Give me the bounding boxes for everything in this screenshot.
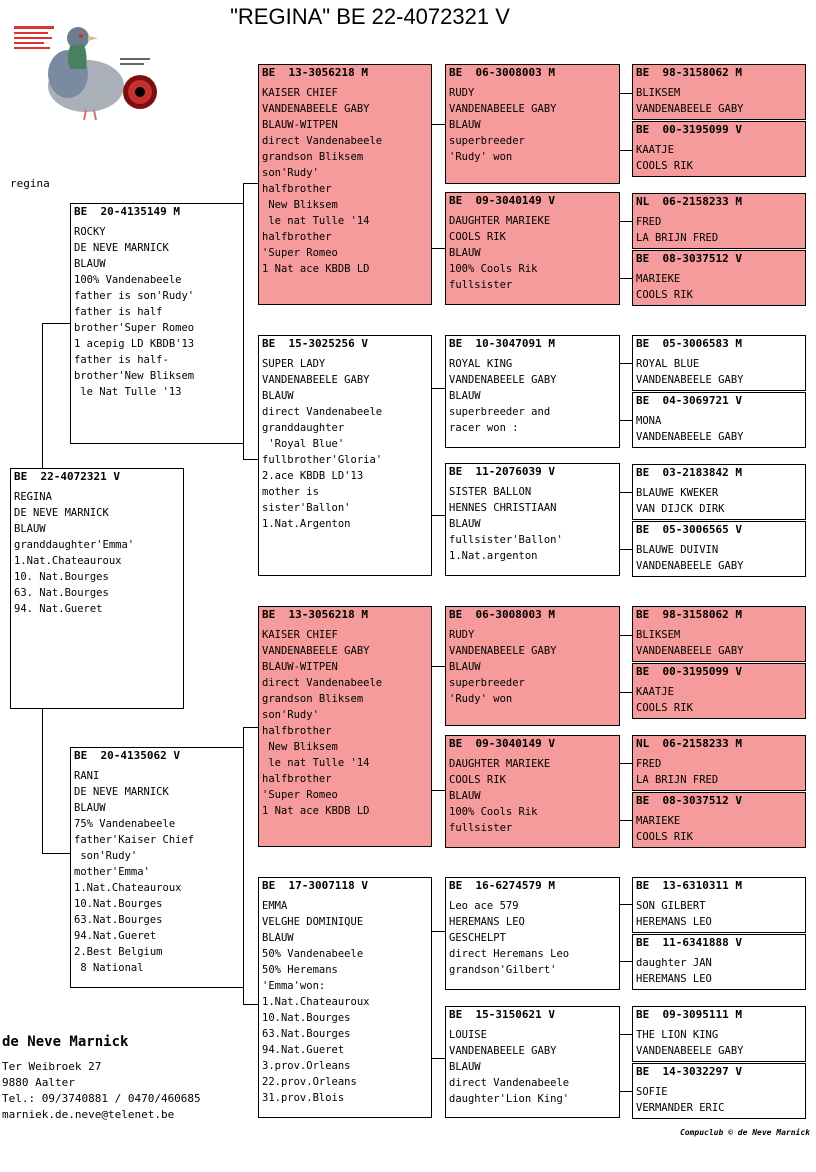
pedigree-line: KAISER CHIEF	[262, 87, 338, 99]
pedigree-line: DE NEVE MARNICK	[74, 786, 169, 798]
pedigree-box-ggg16	[632, 1063, 806, 1119]
connector	[431, 248, 445, 249]
pedigree-line: FRED	[636, 216, 662, 228]
connector	[243, 727, 258, 728]
pedigree-line: 10. Nat.Bourges	[14, 571, 109, 583]
ring-number: BE 20-4135149 M	[74, 205, 180, 218]
pedigree-line: 2.ace KBDB LD'13	[262, 470, 364, 482]
pedigree-line: 50% Vandenabeele	[262, 948, 364, 960]
pedigree-line: VAN DIJCK DIRK	[636, 503, 725, 515]
connector	[619, 492, 632, 493]
connector	[619, 692, 632, 693]
pedigree-line: grandson Bliksem	[262, 151, 364, 163]
pedigree-line: superbreeder and	[449, 406, 551, 418]
pedigree-line: THE LION KING	[636, 1029, 719, 1041]
pedigree-line: VANDENABEELE GABY	[636, 1045, 744, 1057]
pedigree-box-ggg12	[632, 792, 806, 848]
ring-number: BE 10-3047091 M	[449, 337, 555, 350]
pedigree-box-gg4	[445, 463, 620, 576]
pedigree-line: 1.Nat.argenton	[449, 550, 538, 562]
pedigree-line: VANDENABEELE GABY	[636, 374, 744, 386]
pedigree-line: fullbrother'Gloria'	[262, 454, 383, 466]
ring-number: NL 06-2158233 M	[636, 195, 742, 208]
pedigree-line: le nat Tulle '14	[262, 215, 370, 227]
pedigree-line: BLAUW	[449, 247, 481, 259]
pedigree-line: BLAUW	[262, 932, 294, 944]
pedigree-box-ggg15	[632, 1006, 806, 1062]
pedigree-box-ggg13	[632, 877, 806, 933]
pedigree-box-g2	[258, 335, 432, 576]
pedigree-line: 1 acepig LD KBDB'13	[74, 338, 195, 350]
pedigree-line: DAUGHTER MARIEKE	[449, 215, 551, 227]
pedigree-line: 'Royal Blue'	[262, 438, 345, 450]
pedigree-line: BLAUWE DUIVIN	[636, 544, 719, 556]
pedigree-line: father is half-	[74, 354, 169, 366]
ring-number: BE 06-3008003 M	[449, 66, 555, 79]
connector	[431, 388, 445, 389]
pedigree-line: sister'Ballon'	[262, 502, 351, 514]
pedigree-box-ggg14	[632, 934, 806, 990]
pedigree-line: EMMA	[262, 900, 288, 912]
pedigree-line: le Nat Tulle '13	[74, 386, 182, 398]
pedigree-line: 22.prov.Orleans	[262, 1076, 357, 1088]
pedigree-line: COOLS RIK	[636, 702, 693, 714]
ring-number: BE 08-3037512 V	[636, 252, 742, 265]
pedigree-line: COOLS RIK	[636, 831, 693, 843]
pedigree-line: 63.Nat.Bourges	[74, 914, 163, 926]
pedigree-line: BLAUW-WITPEN	[262, 119, 338, 131]
pedigree-line: BLAUW	[449, 1061, 481, 1073]
pedigree-box-ggg5	[632, 335, 806, 391]
connector	[619, 820, 632, 821]
pedigree-line: BLAUW	[74, 258, 106, 270]
pedigree-line: KAATJE	[636, 144, 674, 156]
pedigree-box-root	[10, 468, 184, 709]
pedigree-line: direct Vandenabeele	[262, 135, 383, 147]
ring-number: BE 08-3037512 V	[636, 794, 742, 807]
pedigree-line: VANDENABEELE GABY	[449, 1045, 557, 1057]
connector	[619, 221, 632, 222]
ring-number: BE 11-2076039 V	[449, 465, 555, 478]
page-title: "REGINA" BE 22-4072321 V	[230, 4, 510, 29]
pedigree-box-ggg1	[632, 64, 806, 120]
owner-email: marniek.de.neve@telenet.be	[2, 1108, 175, 1121]
ring-number: BE 03-2183842 M	[636, 466, 742, 479]
pedigree-line: mother is	[262, 486, 319, 498]
pedigree-line: 1 Nat ace KBDB LD	[262, 263, 370, 275]
pedigree-line: BLAUW	[449, 119, 481, 131]
pedigree-line: HEREMANS LEO	[636, 916, 712, 928]
connector	[619, 150, 632, 151]
ring-number: BE 00-3195099 V	[636, 123, 742, 136]
connector	[619, 93, 632, 94]
pedigree-box-g4	[258, 877, 432, 1118]
pedigree-line: BLAUW	[74, 802, 106, 814]
pigeon-name-label: regina	[10, 177, 50, 190]
ring-number: BE 09-3095111 M	[636, 1008, 742, 1021]
connector	[619, 1091, 632, 1092]
pedigree-line: MARIEKE	[636, 815, 681, 827]
pedigree-line: mother'Emma'	[74, 866, 150, 878]
pedigree-line: COOLS RIK	[636, 160, 693, 172]
ring-number: BE 98-3158062 M	[636, 608, 742, 621]
pedigree-line: 31.prov.Blois	[262, 1092, 345, 1104]
pedigree-box-gg3	[445, 335, 620, 448]
pedigree-line: LA BRIJN FRED	[636, 774, 719, 786]
connector	[619, 278, 632, 279]
pedigree-line: 1.Nat.Chateauroux	[262, 996, 370, 1008]
pedigree-line: direct Vandenabeele	[449, 1077, 570, 1089]
pedigree-line: racer won :	[449, 422, 519, 434]
pedigree-box-ggg3	[632, 193, 806, 249]
pedigree-line: 94.Nat.Gueret	[74, 930, 157, 942]
ring-number: BE 11-6341888 V	[636, 936, 742, 949]
pedigree-line: 8 National	[74, 962, 144, 974]
pedigree-line: BLAUW	[449, 661, 481, 673]
pedigree-line: 'Super Romeo	[262, 247, 338, 259]
ring-number: BE 06-3008003 M	[449, 608, 555, 621]
pedigree-line: le nat Tulle '14	[262, 757, 370, 769]
pedigree-line: KAATJE	[636, 686, 674, 698]
pedigree-line: HENNES CHRISTIAAN	[449, 502, 557, 514]
pedigree-line: HEREMANS LEO	[449, 916, 525, 928]
ring-number: BE 13-3056218 M	[262, 66, 368, 79]
pedigree-line: LOUISE	[449, 1029, 487, 1041]
pedigree-line: direct Vandenabeele	[262, 406, 383, 418]
pedigree-line: VANDENABEELE GABY	[262, 645, 370, 657]
pedigree-line: New Bliksem	[262, 741, 338, 753]
pedigree-line: son'Rudy'	[262, 167, 319, 179]
pedigree-line: halfbrother	[262, 231, 332, 243]
connector	[243, 459, 258, 460]
pedigree-line: New Bliksem	[262, 199, 338, 211]
pedigree-line: 'Super Romeo	[262, 789, 338, 801]
pedigree-line: ROCKY	[74, 226, 106, 238]
ring-number: BE 14-3032297 V	[636, 1065, 742, 1078]
pedigree-line: 75% Vandenabeele	[74, 818, 176, 830]
connector	[243, 1004, 258, 1005]
pedigree-line: DE NEVE MARNICK	[14, 507, 109, 519]
ring-number: BE 09-3040149 V	[449, 194, 555, 207]
pedigree-line: SUPER LADY	[262, 358, 326, 370]
pedigree-box-gg2	[445, 192, 620, 305]
pedigree-line: DE NEVE MARNICK	[74, 242, 169, 254]
pedigree-box-ggg7	[632, 464, 806, 520]
connector	[431, 790, 445, 791]
connector	[619, 549, 632, 550]
ring-number: BE 15-3025256 V	[262, 337, 368, 350]
pedigree-box-gg6	[445, 735, 620, 848]
pedigree-line: daughter JAN	[636, 957, 712, 969]
pigeon-logo	[8, 14, 158, 124]
pedigree-line: 2.Best Belgium	[74, 946, 163, 958]
pedigree-box-g1	[258, 64, 432, 305]
connector	[619, 363, 632, 364]
ring-number: BE 15-3150621 V	[449, 1008, 555, 1021]
ring-number: BE 13-3056218 M	[262, 608, 368, 621]
ring-number: BE 05-3006565 V	[636, 523, 742, 536]
pedigree-line: brother'New Bliksem	[74, 370, 195, 382]
pedigree-line: 10.Nat.Bourges	[74, 898, 163, 910]
pedigree-line: VANDENABEELE GABY	[262, 374, 370, 386]
connector	[431, 931, 445, 932]
pedigree-box-sire	[70, 203, 244, 444]
connector	[619, 1034, 632, 1035]
connector	[619, 763, 632, 764]
pedigree-box-ggg11	[632, 735, 806, 791]
pedigree-line: brother'Super Romeo	[74, 322, 195, 334]
pedigree-box-ggg4	[632, 250, 806, 306]
connector	[619, 635, 632, 636]
pedigree-line: 'Emma'won:	[262, 980, 326, 992]
pedigree-line: 100% Vandenabeele	[74, 274, 182, 286]
pedigree-line: granddaughter	[262, 422, 345, 434]
connector	[42, 709, 43, 853]
ring-number: BE 22-4072321 V	[14, 470, 120, 483]
pedigree-line: VANDENABEELE GABY	[636, 431, 744, 443]
connector	[431, 124, 445, 125]
pedigree-line: VANDENABEELE GABY	[636, 560, 744, 572]
pedigree-line: superbreeder	[449, 677, 525, 689]
pedigree-box-gg5	[445, 606, 620, 726]
pedigree-line: grandson Bliksem	[262, 693, 364, 705]
pedigree-box-g3	[258, 606, 432, 847]
pedigree-line: SISTER BALLON	[449, 486, 532, 498]
connector	[619, 420, 632, 421]
pedigree-line: VANDENABEELE GABY	[449, 374, 557, 386]
pedigree-line: father'Kaiser Chief	[74, 834, 195, 846]
pedigree-line: 1 Nat ace KBDB LD	[262, 805, 370, 817]
ring-number: BE 17-3007118 V	[262, 879, 368, 892]
pedigree-line: halfbrother	[262, 773, 332, 785]
pedigree-line: 1.Nat.Chateauroux	[74, 882, 182, 894]
connector	[42, 323, 43, 468]
pedigree-line: MONA	[636, 415, 662, 427]
pedigree-line: GESCHELPT	[449, 932, 506, 944]
pedigree-line: RUDY	[449, 629, 475, 641]
pedigree-line: superbreeder	[449, 135, 525, 147]
pedigree-line: ROYAL BLUE	[636, 358, 700, 370]
pedigree-line: RUDY	[449, 87, 475, 99]
pedigree-line: direct Vandenabeele	[262, 677, 383, 689]
pedigree-line: LA BRIJN FRED	[636, 232, 719, 244]
pedigree-line: VELGHE DOMINIQUE	[262, 916, 364, 928]
pedigree-line: VANDENABEELE GABY	[262, 103, 370, 115]
connector	[431, 666, 445, 667]
pedigree-line: ROYAL KING	[449, 358, 513, 370]
pedigree-line: fullsister'Ballon'	[449, 534, 563, 546]
pedigree-line: BLAUW	[449, 790, 481, 802]
ring-number: BE 98-3158062 M	[636, 66, 742, 79]
pedigree-line: halfbrother	[262, 183, 332, 195]
pedigree-line: VANDENABEELE GABY	[449, 103, 557, 115]
pedigree-line: BLIKSEM	[636, 629, 681, 641]
ring-number: BE 16-6274579 M	[449, 879, 555, 892]
pedigree-line: DAUGHTER MARIEKE	[449, 758, 551, 770]
pedigree-line: BLAUW	[449, 518, 481, 530]
connector	[619, 961, 632, 962]
pedigree-line: son'Rudy'	[262, 709, 319, 721]
connector	[243, 183, 258, 184]
pedigree-line: halfbrother	[262, 725, 332, 737]
ring-number: BE 09-3040149 V	[449, 737, 555, 750]
pedigree-line: BLAUW	[14, 523, 46, 535]
pedigree-line: RANI	[74, 770, 100, 782]
connector	[42, 323, 70, 324]
pedigree-line: 3.prov.Orleans	[262, 1060, 351, 1072]
pedigree-line: BLIKSEM	[636, 87, 681, 99]
owner-city: 9880 Aalter	[2, 1076, 75, 1089]
pedigree-line: father is half	[74, 306, 163, 318]
connector	[431, 515, 445, 516]
ring-number: BE 20-4135062 V	[74, 749, 180, 762]
pedigree-line: BLAUW-WITPEN	[262, 661, 338, 673]
pedigree-line: fullsister	[449, 822, 513, 834]
pedigree-line: MARIEKE	[636, 273, 681, 285]
pedigree-line: 10.Nat.Bourges	[262, 1012, 351, 1024]
pedigree-line: granddaughter'Emma'	[14, 539, 135, 551]
ring-number: BE 00-3195099 V	[636, 665, 742, 678]
footer-credit: Compuclub © de Neve Marnick	[679, 1128, 810, 1137]
pedigree-line: 100% Cools Rik	[449, 263, 538, 275]
pedigree-line: BLAUWE KWEKER	[636, 487, 719, 499]
ring-number: BE 05-3006583 M	[636, 337, 742, 350]
pedigree-line: HEREMANS LEO	[636, 973, 712, 985]
pedigree-line: COOLS RIK	[449, 774, 506, 786]
pedigree-line: SOFIE	[636, 1086, 668, 1098]
pedigree-line: COOLS RIK	[636, 289, 693, 301]
pedigree-line: grandson'Gilbert'	[449, 964, 557, 976]
pedigree-line: SON GILBERT	[636, 900, 706, 912]
ring-number: BE 13-6310311 M	[636, 879, 742, 892]
pedigree-box-ggg8	[632, 521, 806, 577]
pedigree-line: BLAUW	[449, 390, 481, 402]
pedigree-line: 'Rudy' won	[449, 693, 513, 705]
pedigree-box-gg1	[445, 64, 620, 184]
pedigree-line: 63. Nat.Bourges	[14, 587, 109, 599]
pedigree-line: VANDENABEELE GABY	[449, 645, 557, 657]
pedigree-box-dam	[70, 747, 244, 988]
pedigree-line: 1.Nat.Chateauroux	[14, 555, 122, 567]
owner-phone: Tel.: 09/3740881 / 0470/460685	[2, 1092, 201, 1105]
pedigree-line: Leo ace 579	[449, 900, 519, 912]
pedigree-box-gg8	[445, 1006, 620, 1118]
pedigree-line: fullsister	[449, 279, 513, 291]
pedigree-line: son'Rudy'	[74, 850, 138, 862]
owner-address: Ter Weibroek 27	[2, 1060, 102, 1073]
pedigree-line: 100% Cools Rik	[449, 806, 538, 818]
pedigree-line: father is son'Rudy'	[74, 290, 195, 302]
pedigree-box-ggg2	[632, 121, 806, 177]
connector	[619, 904, 632, 905]
pedigree-line: 50% Heremans	[262, 964, 338, 976]
pedigree-box-gg7	[445, 877, 620, 990]
ring-number: BE 04-3069721 V	[636, 394, 742, 407]
pedigree-box-ggg9	[632, 606, 806, 662]
connector	[42, 853, 70, 854]
pedigree-box-ggg10	[632, 663, 806, 719]
pedigree-line: 63.Nat.Bourges	[262, 1028, 351, 1040]
pedigree-line: VANDENABEELE GABY	[636, 103, 744, 115]
pedigree-line: VANDENABEELE GABY	[636, 645, 744, 657]
pedigree-line: 94.Nat.Gueret	[262, 1044, 345, 1056]
pedigree-line: 1.Nat.Argenton	[262, 518, 351, 530]
pedigree-line: 'Rudy' won	[449, 151, 513, 163]
pedigree-line: direct Heremans Leo	[449, 948, 570, 960]
pedigree-box-ggg6	[632, 392, 806, 448]
pedigree-line: FRED	[636, 758, 662, 770]
pedigree-line: BLAUW	[262, 390, 294, 402]
pedigree-line: KAISER CHIEF	[262, 629, 338, 641]
connector	[431, 1058, 445, 1059]
pedigree-line: 94. Nat.Gueret	[14, 603, 103, 615]
pedigree-line: VERMANDER ERIC	[636, 1102, 725, 1114]
pedigree-line: daughter'Lion King'	[449, 1093, 570, 1105]
pedigree-line: COOLS RIK	[449, 231, 506, 243]
owner-name: de Neve Marnick	[2, 1034, 129, 1050]
ring-number: NL 06-2158233 M	[636, 737, 742, 750]
pedigree-line: REGINA	[14, 491, 52, 503]
